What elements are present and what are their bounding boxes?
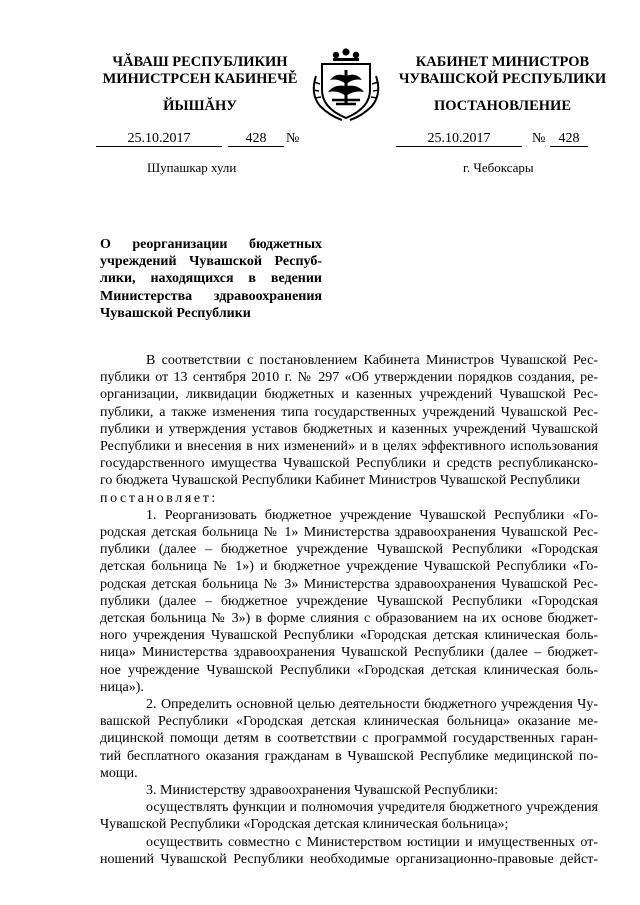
- paragraph-line: 3. Министерству здравоохранения Чувашской Республики:: [146, 783, 498, 799]
- header-left-doc-type: ЙЫШĂНУ: [163, 98, 237, 114]
- paragraph-line: ница»).: [100, 679, 144, 695]
- paragraph-line: тий бесплатного оказания гражданам в Чувашской Республике медицинской по-: [100, 748, 598, 764]
- paragraph-line: дицинской помощи детям в соответствии с программой государственных гаран-: [100, 731, 598, 747]
- paragraph-line: Чувашской Республики «Городская детская клиническая больница»;: [100, 817, 509, 833]
- body-paragraph: [100, 782, 598, 799]
- registration-right: [396, 130, 592, 148]
- paragraph-line: публики (далее – бюджетное учреждение Чувашской Республики «Городская: [100, 542, 598, 558]
- paragraph-line: детская больница № 1») и бюджетное учреждение Чувашской Республики «Го-: [100, 559, 598, 575]
- paragraph-line: мощи.: [100, 765, 138, 781]
- paragraph-line: публики (далее – бюджетное учреждение Чувашской Республики «Городская: [100, 593, 598, 609]
- paragraph-line: 1. Реорганизовать бюджетное учреждение Чувашской Республики «Го-: [146, 507, 598, 523]
- body-paragraph: [100, 696, 598, 782]
- paragraph-line: 2. Определить основной целью деятельности бюджетного учреждения Чу-: [146, 697, 598, 713]
- body-paragraph: [100, 799, 598, 833]
- paragraph-line: публики и утверждения уставов бюджетных и казенных учреждений Чувашской: [100, 421, 598, 437]
- paragraph-line: го бюджета Чувашской Республики Кабинет Министров Чувашской Республики: [100, 473, 581, 489]
- document-title: [100, 236, 322, 322]
- paragraph-line: детская больница № 3») в форме слияния с образованием на их основе бюджет-: [100, 611, 598, 627]
- right-number: 428: [550, 130, 588, 147]
- paragraph-line: ное учреждение Чувашской Республики «Городская детская клиническая боль-: [100, 662, 598, 678]
- header-right-line-2: ЧУВАШСКОЙ РЕСПУБЛИКИ: [398, 71, 607, 87]
- registration-left: [96, 130, 310, 148]
- header-right-line-1: КАБИНЕТ МИНИСТРОВ: [415, 54, 590, 70]
- header-left-org: [100, 54, 300, 88]
- left-date: 25.10.2017: [96, 130, 222, 147]
- header-right-doc-type: ПОСТАНОВЛЕНИЕ: [433, 98, 571, 114]
- header-right-org: [395, 54, 610, 88]
- body-paragraph: [100, 834, 598, 868]
- paragraph-line: постановляет:: [100, 490, 218, 506]
- paragraph-line: государственного имущества Чувашской Республики и средств республиканско-: [100, 456, 598, 472]
- paragraph-line: ношений Чувашской Республики необходимые организационно-правовые дейст-: [100, 851, 598, 867]
- right-number-sign: №: [532, 131, 546, 146]
- body-paragraph: [100, 352, 598, 490]
- left-number-sign: №: [286, 131, 300, 146]
- paragraph-line: публики от 13 сентября 2010 г. № 297 «Об утверждении порядков создания, ре-: [100, 370, 598, 386]
- header-left-line-1: ЧĂВАШ РЕСПУБЛИКИН: [112, 54, 288, 70]
- paragraph-line: Республики и внесения в них изменений» и в целях эффективного использования: [100, 439, 598, 455]
- paragraph-line: вашской Республики «Городская детская клиническая больница» оказание ме-: [100, 714, 598, 730]
- paragraph-line: родская детская больница № 3» Министерства здравоохранения Чувашской Рес-: [100, 576, 598, 592]
- paragraph-line: публики, а также изменения типа государственных учреждений Чувашской Рес-: [100, 404, 598, 420]
- body-paragraph: [100, 490, 598, 507]
- left-number: 428: [228, 130, 284, 147]
- left-city: Шупашкар хули: [147, 160, 237, 175]
- title-line: Министерства здравоохранения: [100, 288, 322, 304]
- paragraph-line: ного учреждения Чувашской Республики «Городская детская клиническая боль-: [100, 628, 598, 644]
- paragraph-line: организации, ликвидации бюджетных и казенных учреждений Чувашской Рес-: [100, 387, 598, 403]
- title-line: О реорганизации бюджетных: [100, 237, 322, 252]
- chuvashia-emblem-icon: [306, 46, 386, 126]
- right-date: 25.10.2017: [396, 130, 522, 147]
- title-line: учреждений Чувашской Респуб-: [100, 254, 322, 270]
- paragraph-line: родская детская больница № 1» Министерства здравоохранения Чувашской Рес-: [100, 525, 598, 541]
- paragraph-line: осуществить совместно с Министерством юстиции и имущественных от-: [146, 834, 598, 850]
- paragraph-line: ница» Министерства здравоохранения Чувашской Республики (далее – бюджет-: [100, 645, 598, 661]
- document-body: [100, 352, 598, 868]
- right-city: г. Чебоксары: [463, 160, 534, 175]
- title-line: лики, находящихся в ведении: [100, 271, 322, 287]
- paragraph-line: осуществлять функции и полномочия учредителя бюджетного учреждения: [146, 800, 598, 816]
- title-line: Чувашской Республики: [100, 305, 251, 321]
- body-paragraph: [100, 507, 598, 696]
- header-left-line-2: МИНИСТРСЕН КАБИНЕЧĚ: [102, 71, 298, 87]
- paragraph-line: В соответствии с постановлением Кабинета Министров Чувашской Рес-: [146, 353, 598, 368]
